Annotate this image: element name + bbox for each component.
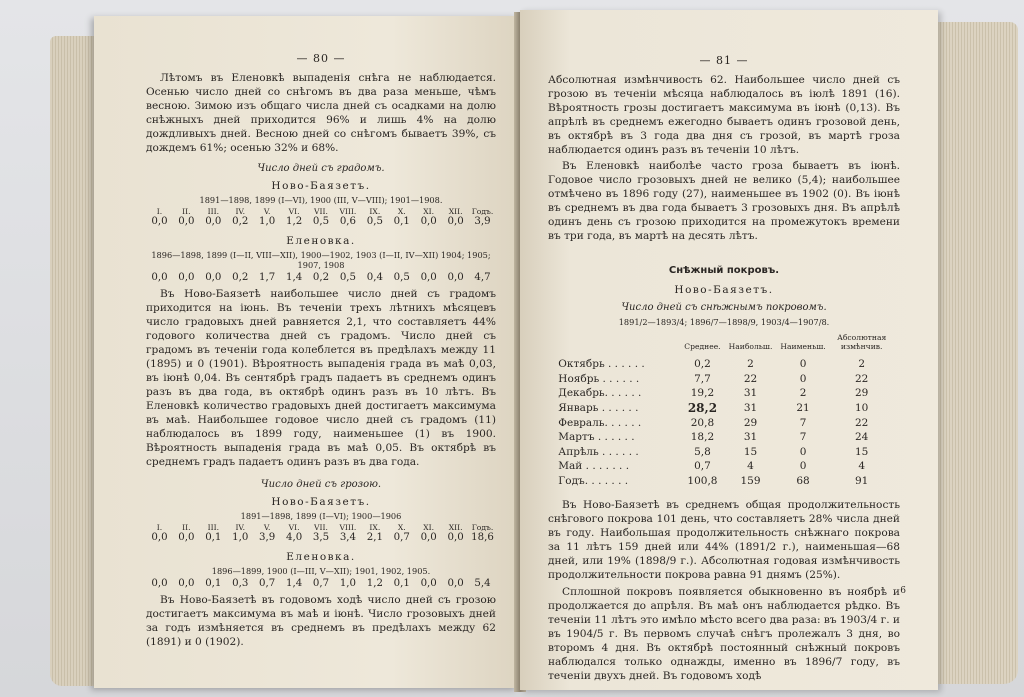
thunder-elen-location: Еленовка. bbox=[286, 551, 356, 563]
thunder-elen-value-9: 0,1 bbox=[393, 578, 410, 589]
thunder-elen-value-6: 0,7 bbox=[312, 578, 330, 589]
snow-cell-min: 21 bbox=[796, 402, 810, 415]
snow-subheading: Число дней съ снѣжнымъ покровомъ. bbox=[621, 302, 827, 313]
hail-novo-years: 1891—1898, 1899 (I—VI), 1900 (III, V—VIII); 1901—1908. bbox=[199, 195, 443, 205]
thunder-elen-years: 1896—1899, 1900 (I—III, V—XII); 1901, 1902, 1905. bbox=[211, 566, 431, 576]
month-header-12: Годъ. bbox=[471, 207, 494, 216]
hail-novo-value-9: 0,1 bbox=[393, 216, 410, 227]
hail-novo-value-4: 1,0 bbox=[259, 216, 276, 227]
snow-col-avg: Среднее. bbox=[684, 342, 721, 351]
snow-cell-min: 7 bbox=[799, 416, 807, 429]
hail-novo-value-10: 0,0 bbox=[420, 216, 437, 227]
snow-cell-max: 15 bbox=[743, 445, 758, 458]
month-header-5: VI. bbox=[288, 207, 300, 216]
hail-novo-value-1: 0,0 bbox=[178, 216, 195, 227]
hail-elen-value-3: 0,2 bbox=[232, 272, 249, 283]
snow-cell-min: 0 bbox=[799, 460, 807, 473]
thunder-elen-value-8: 1,2 bbox=[366, 578, 383, 589]
thunder-novo-value-0: 0,0 bbox=[151, 532, 168, 543]
snow-cell-min: 0 bbox=[799, 445, 807, 458]
hail-elen-location: Еленовка. bbox=[286, 235, 356, 247]
snow-table-row bbox=[554, 401, 893, 416]
month-header-8: IX. bbox=[369, 207, 381, 216]
snow-cell-avg: 0,7 bbox=[694, 460, 711, 473]
snow-table-body bbox=[554, 357, 893, 488]
hail-elen-value-7: 0,5 bbox=[339, 272, 357, 283]
snow-table-row bbox=[554, 459, 893, 474]
snow-cell-month: Февраль. . . . . . bbox=[558, 416, 642, 429]
snow-table-row bbox=[554, 474, 893, 489]
month-header-2: III. bbox=[207, 207, 220, 216]
hail-novo-value-11: 0,0 bbox=[447, 216, 464, 227]
snow-cell-avg: 19,2 bbox=[690, 387, 715, 400]
snow-cell-max: 29 bbox=[743, 416, 758, 429]
hail-novo-value-6: 0,5 bbox=[312, 216, 330, 227]
thunder-novo-value-4: 3,9 bbox=[259, 532, 276, 543]
hail-novo-value-0: 0,0 bbox=[151, 216, 168, 227]
thunder-elen-value-1: 0,0 bbox=[178, 578, 195, 589]
month-header-8: IX. bbox=[369, 523, 381, 532]
hail-novo-value-2: 0,0 bbox=[205, 216, 222, 227]
right-paragraph-4: Сплошной покровъ появляется обыкновенно въ ноябрѣ и продолжается до апрѣля. Въ маѣ онъ наблюдается рѣдко. Въ теченіи 11 лѣтъ это имѣло мѣсто всего два раза: въ 1903/4 г. и въ 1904/5 г. Въ первомъ случаѣ снѣгъ пролежалъ 3 дня, во второмъ 4 дня. Въ октябрѣ постоянный снѣжный покровъ наблюдался только однажды, именно въ 1896/7 году, въ теченіи двухъ дней. Въ годовомъ ходѣ bbox=[548, 586, 900, 683]
thunder-elen-value-2: 0,1 bbox=[205, 578, 222, 589]
month-header-12: Годъ. bbox=[471, 523, 494, 532]
snow-col-abs: Абсолютная измѣнчив. bbox=[837, 333, 887, 351]
snow-col-min: Наименьш. bbox=[780, 342, 826, 351]
right-page bbox=[520, 10, 938, 690]
snow-cell-month: Годъ. . . . . . . bbox=[558, 475, 629, 488]
month-header-10: XI. bbox=[423, 523, 435, 532]
thunder-novo-value-9: 0,7 bbox=[393, 532, 410, 543]
thunder-novo-value-2: 0,1 bbox=[205, 532, 222, 543]
snow-cell-avg: 5,8 bbox=[694, 445, 711, 458]
snow-cell-month: Апрѣль . . . . . . bbox=[558, 445, 639, 458]
thunder-elen-values bbox=[146, 578, 496, 589]
snow-table-row bbox=[554, 445, 893, 460]
snow-cell-abs: 10 bbox=[855, 402, 869, 415]
hail-elen-values bbox=[146, 272, 496, 283]
hail-novo-month-headers bbox=[146, 207, 496, 216]
snow-cell-abs: 15 bbox=[855, 445, 869, 458]
snow-cell-month: Январь . . . . . . bbox=[558, 402, 639, 415]
snow-table-row bbox=[554, 430, 893, 445]
thunder-novo-location: Ново-Баязетъ. bbox=[271, 496, 371, 508]
thunder-novo-value-6: 3,5 bbox=[312, 532, 330, 543]
hail-elen-value-2: 0,0 bbox=[205, 272, 222, 283]
left-page bbox=[94, 16, 518, 688]
month-header-1: II. bbox=[182, 523, 191, 532]
snow-table-row bbox=[554, 415, 893, 430]
snow-cell-month: Ноябрь . . . . . . bbox=[558, 372, 640, 385]
month-header-7: VIII. bbox=[339, 207, 357, 216]
hail-novo-value-5: 1,2 bbox=[285, 216, 303, 227]
hail-novo-values bbox=[146, 216, 496, 227]
thunder-novo-years: 1891—1898, 1899 (I—VI); 1900—1906 bbox=[240, 511, 402, 521]
hail-heading: Число дней съ градомъ. bbox=[257, 163, 385, 174]
snow-cell-min: 0 bbox=[799, 358, 807, 371]
thunder-elen-value-0: 0,0 bbox=[151, 578, 168, 589]
snow-table-row bbox=[554, 386, 893, 401]
open-book bbox=[14, 6, 1020, 694]
month-header-0: I. bbox=[156, 523, 163, 532]
snow-years: 1891/2—1893/4; 1896/7—1898/9, 1903/4—1907/8. bbox=[618, 317, 830, 327]
thunder-novo-value-7: 3,4 bbox=[339, 532, 357, 543]
snow-cell-abs: 22 bbox=[855, 372, 869, 385]
month-header-3: IV. bbox=[235, 207, 246, 216]
snow-cell-avg: 18,2 bbox=[690, 431, 715, 444]
snow-cell-min: 2 bbox=[799, 387, 807, 400]
snow-cell-max: 2 bbox=[747, 358, 754, 371]
month-header-4: V. bbox=[263, 207, 271, 216]
thunder-paragraph: Въ Ново-Баязетѣ въ годовомъ ходѣ число дней съ грозою достигаетъ максимума въ маѣ и іюнѣ. Число грозовыхъ дней за годъ измѣняется въ среднемъ въ предѣлахъ между 62 (1891) и 0 (1902). bbox=[146, 594, 496, 648]
snow-cell-abs: 91 bbox=[855, 475, 869, 488]
snow-cell-month: Декабрь. . . . . . bbox=[558, 387, 642, 400]
month-header-3: IV. bbox=[235, 523, 246, 532]
month-header-10: XI. bbox=[423, 207, 435, 216]
thunder-elen-value-11: 0,0 bbox=[447, 578, 464, 589]
snow-cell-min: 7 bbox=[799, 431, 807, 444]
thunder-novo-value-12: 18,6 bbox=[471, 532, 494, 543]
thunder-novo-month-headers bbox=[146, 523, 496, 532]
snow-cell-avg: 28,2 bbox=[687, 401, 718, 416]
snow-cell-abs: 29 bbox=[855, 387, 869, 400]
right-page-edges bbox=[932, 22, 1018, 684]
hail-paragraph: Въ Ново-Баязетѣ наибольшее число дней съ градомъ приходится на іюнь. Въ теченіи трехъ лѣтнихъ мѣсяцевъ число градовыхъ дней равняется 2,1, что составляетъ 44% годового количества дней съ градомъ. Число дней съ градомъ въ теченіи года колеблется въ предѣлахъ между 11 (1895) и 0 (1901). Вѣроятность выпаденія града въ маѣ 0,03, въ іюнѣ 0,04. Въ сентябрѣ градъ падаетъ въ среднемъ одинъ разъ въ два года, въ октябрѣ одинъ разъ въ 10 лѣтъ. Въ Еленовкѣ количество градовыхъ дней достигаетъ максимума въ маѣ. Наибольшее годовое число дней съ градомъ (11) наблюдалось въ 1899 году, наименьшее (1) въ 1900. Вѣроятность выпаденія града въ маѣ 0,05. Въ октябрѣ въ среднемъ градъ падаетъ одинъ разъ въ два года. bbox=[146, 288, 496, 468]
snow-col-max: Наибольш. bbox=[728, 342, 773, 351]
snow-table-header bbox=[554, 333, 893, 357]
snow-cell-min: 0 bbox=[799, 372, 807, 385]
month-header-4: V. bbox=[263, 523, 271, 532]
hail-elen-value-10: 0,0 bbox=[420, 272, 437, 283]
hail-elen-value-8: 0,4 bbox=[366, 272, 383, 283]
month-header-0: I. bbox=[156, 207, 163, 216]
month-header-2: III. bbox=[207, 523, 220, 532]
snow-cell-abs: 2 bbox=[858, 358, 866, 371]
month-header-6: VII. bbox=[314, 523, 328, 532]
hail-elen-value-11: 0,0 bbox=[447, 272, 464, 283]
thunder-novo-values bbox=[146, 532, 496, 543]
hail-elen-value-4: 1,7 bbox=[259, 272, 276, 283]
hail-novo-value-3: 0,2 bbox=[232, 216, 249, 227]
snow-cell-abs: 4 bbox=[858, 460, 866, 473]
snow-cell-avg: 7,7 bbox=[694, 372, 711, 385]
snow-cell-max: 31 bbox=[743, 387, 758, 400]
month-header-9: X. bbox=[397, 523, 406, 532]
thunder-novo-value-3: 1,0 bbox=[232, 532, 249, 543]
snow-cell-avg: 20,8 bbox=[690, 416, 715, 429]
hail-elen-years: 1896—1898, 1899 (I—II, VIII—XII), 1900—1902, 1903 (I—II, IV—XII) 1904; 1905; 1907, 1908 bbox=[151, 250, 491, 270]
hail-novo-value-8: 0,5 bbox=[366, 216, 383, 227]
snow-cell-avg: 0,2 bbox=[694, 358, 711, 371]
thunder-novo-value-8: 2,1 bbox=[366, 532, 383, 543]
hail-elen-value-9: 0,5 bbox=[393, 272, 410, 283]
left-page-content bbox=[146, 52, 496, 649]
right-page-content bbox=[548, 54, 900, 683]
thunder-elen-value-7: 1,0 bbox=[339, 578, 357, 589]
thunder-elen-value-10: 0,0 bbox=[420, 578, 437, 589]
thunder-elen-value-5: 1,4 bbox=[285, 578, 303, 589]
snow-cell-max: 31 bbox=[743, 402, 758, 415]
hail-elen-value-6: 0,2 bbox=[312, 272, 330, 283]
snow-cell-max: 159 bbox=[740, 475, 761, 488]
left-page-number: — 80 — bbox=[296, 52, 346, 65]
snow-table-row bbox=[554, 357, 893, 372]
snow-col-month bbox=[554, 333, 680, 357]
month-header-6: VII. bbox=[314, 207, 328, 216]
snow-cell-avg: 100,8 bbox=[687, 475, 718, 488]
right-paragraph-1: Абсолютная измѣнчивость 62. Наибольшее число дней съ грозою въ теченіи мѣсяца наблюдалось въ іюлѣ 1891 (16). Вѣроятность грозы достигаетъ максимума въ іюнѣ (0,13). Въ апрѣлѣ въ среднемъ ежегодно бываетъ одинъ грозовой день, въ октябрѣ въ 3 года два дня съ грозой, въ мартѣ гроза наблюдается одинъ разъ въ теченіи 10 лѣтъ. bbox=[548, 74, 900, 156]
snow-heading: Снѣжный покровъ. bbox=[668, 265, 780, 276]
snow-location: Ново-Баязетъ. bbox=[674, 284, 774, 296]
month-header-1: II. bbox=[182, 207, 191, 216]
hail-novo-value-12: 3,9 bbox=[474, 216, 491, 227]
thunder-elen-value-4: 0,7 bbox=[259, 578, 276, 589]
month-header-11: XII. bbox=[448, 523, 463, 532]
thunder-novo-value-11: 0,0 bbox=[447, 532, 464, 543]
snow-cell-month: Мартъ . . . . . . bbox=[558, 431, 635, 444]
month-header-5: VI. bbox=[288, 523, 300, 532]
snow-cell-max: 22 bbox=[743, 372, 758, 385]
hail-elen-value-0: 0,0 bbox=[151, 272, 168, 283]
hail-elen-value-12: 4,7 bbox=[474, 272, 491, 283]
thunder-elen-value-3: 0,3 bbox=[232, 578, 249, 589]
snow-cell-abs: 22 bbox=[855, 416, 869, 429]
hail-elen-value-1: 0,0 bbox=[178, 272, 195, 283]
hail-novo-value-7: 0,6 bbox=[339, 216, 357, 227]
intro-paragraph: Лѣтомъ въ Еленовкѣ выпаденія снѣга не наблюдается. Осенью число дней со снѣгомъ въ два раза меньше, чѣмъ весною. Зимою изъ общаго числа дней съ осадками на долю снѣжныхъ дней приходится 96% и лишь 4% на долю дождливыхъ дней. Весною дней со снѣгомъ бываетъ 39%, съ дождемъ 61%; осенью 32% и 68%. bbox=[146, 72, 496, 154]
right-page-number: — 81 — bbox=[699, 54, 749, 67]
thunder-novo-value-5: 4,0 bbox=[285, 532, 303, 543]
snow-cell-month: Октябрь . . . . . . bbox=[558, 358, 645, 371]
month-header-7: VIII. bbox=[339, 523, 357, 532]
month-header-9: X. bbox=[397, 207, 406, 216]
thunder-novo-value-10: 0,0 bbox=[420, 532, 437, 543]
thunder-heading: Число дней съ грозою. bbox=[260, 479, 382, 490]
right-paragraph-2: Въ Еленовкѣ наиболѣе часто гроза бываетъ въ іюнѣ. Годовое число грозовыхъ дней не велико (5,4); наибольшее отмѣчено въ 1896 году (27), наименьшее въ 1902 (0). Въ іюнѣ въ среднемъ въ два года бываетъ 3 грозовыхъ дня. Въ апрѣлѣ одинъ день съ грозою приходится на промежутокъ времени въ три года, въ мартѣ на десять лѣтъ. bbox=[548, 160, 900, 242]
snow-cell-month: Май . . . . . . . bbox=[558, 460, 630, 473]
snow-cell-max: 31 bbox=[743, 431, 758, 444]
printer-signature: 6 bbox=[900, 586, 906, 596]
hail-elen-value-5: 1,4 bbox=[285, 272, 303, 283]
right-paragraph-3: Въ Ново-Баязетѣ въ среднемъ общая продолжительность снѣгового покрова 101 день, что составляетъ 28% числа дней въ году. Наибольшая продолжительность снѣжнаго покрова за 11 лѣтъ 159 дней или 44% (1891/2 г.), наименьшая—68 дней, или 19% (1898/9 г.). Абсолютная годовая измѣнчивость продолжительности покрова равна 91 днямъ (25%). bbox=[548, 499, 900, 582]
snow-cell-min: 68 bbox=[796, 475, 810, 488]
snow-cell-abs: 24 bbox=[855, 431, 869, 444]
month-header-11: XII. bbox=[448, 207, 463, 216]
snow-table-row bbox=[554, 372, 893, 387]
snow-cover-table bbox=[554, 333, 893, 488]
snow-cell-max: 4 bbox=[747, 460, 754, 473]
thunder-novo-value-1: 0,0 bbox=[178, 532, 195, 543]
thunder-elen-value-12: 5,4 bbox=[474, 578, 491, 589]
hail-novo-location: Ново-Баязетъ. bbox=[271, 180, 371, 192]
